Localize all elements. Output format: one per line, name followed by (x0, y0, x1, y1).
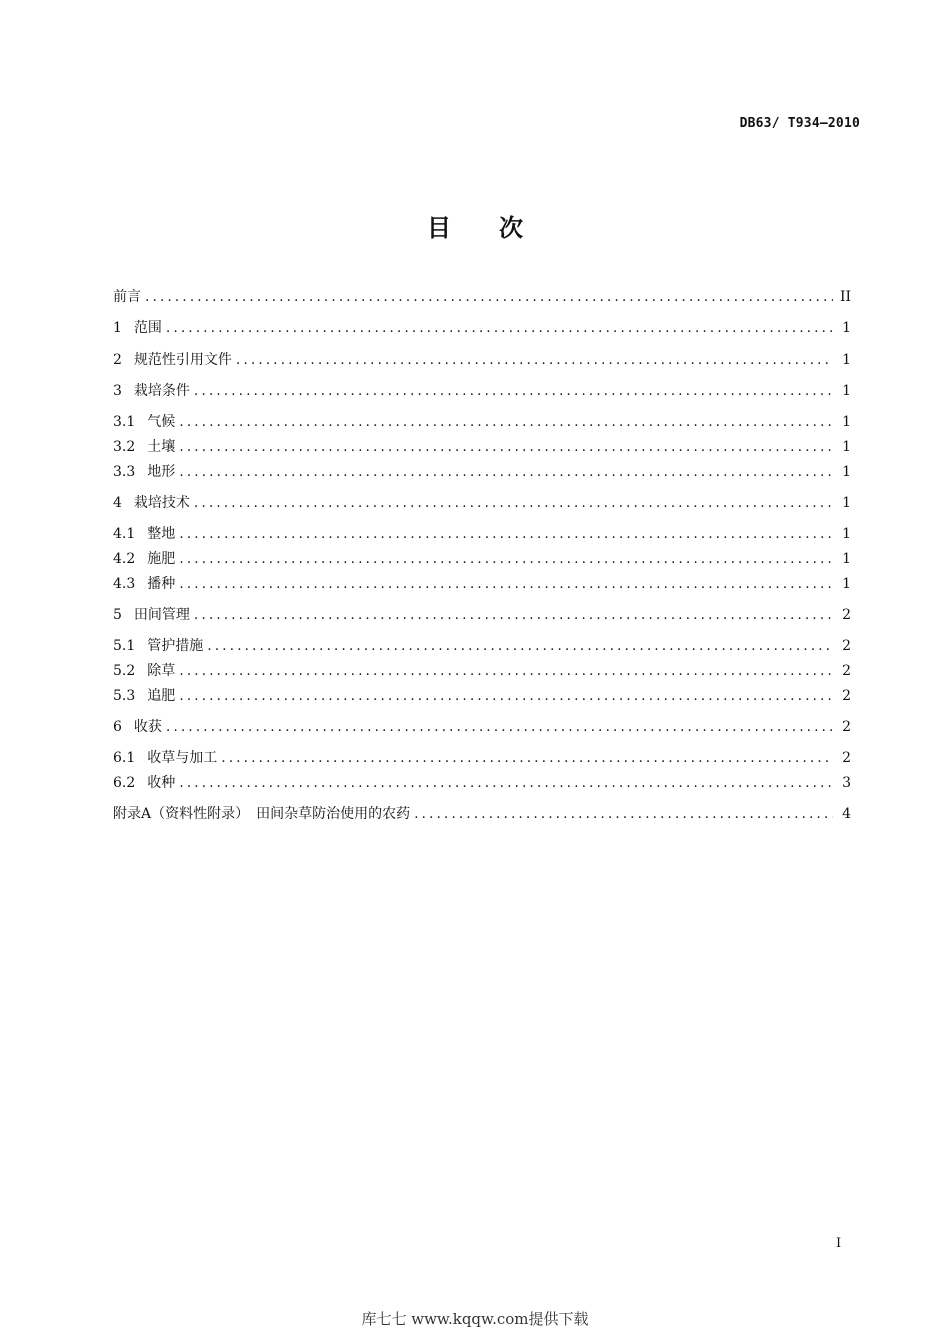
toc-entry-page: 2 (842, 688, 851, 704)
toc-entry-page: 1 (842, 495, 851, 511)
toc-leader-dots (194, 493, 833, 513)
toc-entry-label: 田间管理 (133, 607, 190, 623)
toc-entry-5-2[interactable] (113, 661, 851, 681)
toc-leader-dots (179, 661, 833, 681)
toc-entry-3-3[interactable] (113, 462, 851, 482)
toc-entry-4-3[interactable] (113, 574, 851, 594)
toc-entry-page: 3 (842, 775, 851, 791)
toc-leader-dots (179, 437, 833, 457)
toc-entry-page: 1 (842, 352, 851, 368)
toc-entry-3-1[interactable] (113, 412, 851, 432)
toc-entry-page: 1 (842, 551, 851, 567)
toc-entry-page: 2 (842, 750, 851, 766)
toc-entry-number: 3.1 (113, 414, 136, 430)
toc-entry-appendix-a[interactable] (113, 804, 851, 824)
toc-entry-label: 附录A（资料性附录） 田间杂草防治使用的农药 (113, 806, 411, 822)
toc-entry-label: 栽培技术 (133, 495, 190, 511)
toc-entry-label: 除草 (147, 663, 176, 679)
toc-leader-dots (179, 412, 833, 432)
document-code: DB63/ T934—2010 (739, 116, 860, 131)
toc-entry-5[interactable] (113, 605, 851, 625)
toc-entry-foreword[interactable] (113, 287, 851, 307)
toc-entry-4-2[interactable] (113, 549, 851, 569)
toc-entry-page: 1 (842, 576, 851, 592)
watermark-text: 库七七 www.kqqw.com提供下载 (361, 1310, 589, 1328)
toc-entry-page: 1 (842, 414, 851, 430)
toc-leader-dots (166, 318, 833, 338)
toc-entry-number: 5.2 (113, 663, 136, 679)
toc-entry-3[interactable] (113, 381, 851, 401)
toc-entry-label: 栽培条件 (133, 383, 190, 399)
toc-leader-dots (236, 350, 833, 370)
toc-entry-page: 4 (842, 806, 851, 822)
toc-entry-3-2[interactable] (113, 437, 851, 457)
toc-entry-2[interactable] (113, 350, 851, 370)
toc-entry-page: 1 (842, 320, 851, 336)
toc-entry-label: 追肥 (147, 688, 176, 704)
toc-leader-dots (179, 549, 833, 569)
toc-entry-5-3[interactable] (113, 686, 851, 706)
toc-entry-label: 收草与加工 (147, 750, 218, 766)
toc-entry-label: 播种 (147, 576, 176, 592)
toc-leader-dots (179, 574, 833, 594)
toc-entry-number: 4.1 (113, 526, 136, 542)
toc-entry-6-2[interactable] (113, 773, 851, 793)
toc-entry-page: 1 (842, 526, 851, 542)
toc-leader-dots (221, 748, 833, 768)
toc-entry-number: 1 (113, 320, 122, 336)
toc-entry-number: 5.1 (113, 638, 136, 654)
toc-leader-dots (145, 287, 833, 307)
toc-leader-dots (166, 717, 833, 737)
toc-entry-page: II (839, 289, 851, 305)
toc-entry-6[interactable] (113, 717, 851, 737)
toc-entry-number: 6.1 (113, 750, 136, 766)
toc-entry-number: 6 (113, 719, 122, 735)
toc-entry-label: 气候 (147, 414, 176, 430)
toc-entry-page: 1 (842, 464, 851, 480)
toc-entry-number: 6.2 (113, 775, 136, 791)
toc-entry-label: 收种 (147, 775, 176, 791)
toc-entry-label: 整地 (147, 526, 176, 542)
toc-entry-page: 2 (842, 719, 851, 735)
toc-leader-dots (194, 605, 833, 625)
toc-entry-5-1[interactable] (113, 636, 851, 656)
toc-leader-dots (414, 804, 833, 824)
toc-entry-page: 1 (842, 383, 851, 399)
toc-entry-page: 1 (842, 439, 851, 455)
toc-entry-4-1[interactable] (113, 524, 851, 544)
page-number: I (836, 1236, 842, 1251)
toc-entry-label: 土壤 (147, 439, 176, 455)
toc-entry-page: 2 (842, 638, 851, 654)
toc-leader-dots (179, 524, 833, 544)
toc-entry-number: 5.3 (113, 688, 136, 704)
toc-entry-label: 施肥 (147, 551, 176, 567)
toc-entry-number: 4 (113, 495, 122, 511)
toc-entry-6-1[interactable] (113, 748, 851, 768)
toc-entry-page: 2 (842, 607, 851, 623)
toc-entry-page: 2 (842, 663, 851, 679)
toc-leader-dots (179, 773, 833, 793)
toc-entry-label: 管护措施 (147, 638, 204, 654)
toc-leader-dots (179, 462, 833, 482)
toc-entry-number: 2 (113, 352, 122, 368)
toc-entry-label: 地形 (147, 464, 176, 480)
title-char-2: 次 (499, 214, 523, 242)
toc-entry-label: 规范性引用文件 (133, 352, 232, 368)
toc-leader-dots (179, 686, 833, 706)
toc-entry-number: 4.2 (113, 551, 136, 567)
title-char-1: 目 (427, 214, 451, 242)
toc-entry-number: 3 (113, 383, 122, 399)
toc-entry-number: 4.3 (113, 576, 136, 592)
page-title (0, 208, 950, 243)
toc-entry-number: 3.2 (113, 439, 136, 455)
toc-entry-label: 范围 (133, 320, 162, 336)
toc-leader-dots (207, 636, 833, 656)
toc-entry-label: 前言 (113, 289, 141, 305)
toc-entry-number: 5 (113, 607, 122, 623)
toc-entry-label: 收获 (133, 719, 162, 735)
toc-entry-4[interactable] (113, 493, 851, 513)
toc-entry-number: 3.3 (113, 464, 136, 480)
toc-leader-dots (194, 381, 833, 401)
toc-entry-1[interactable] (113, 318, 851, 338)
